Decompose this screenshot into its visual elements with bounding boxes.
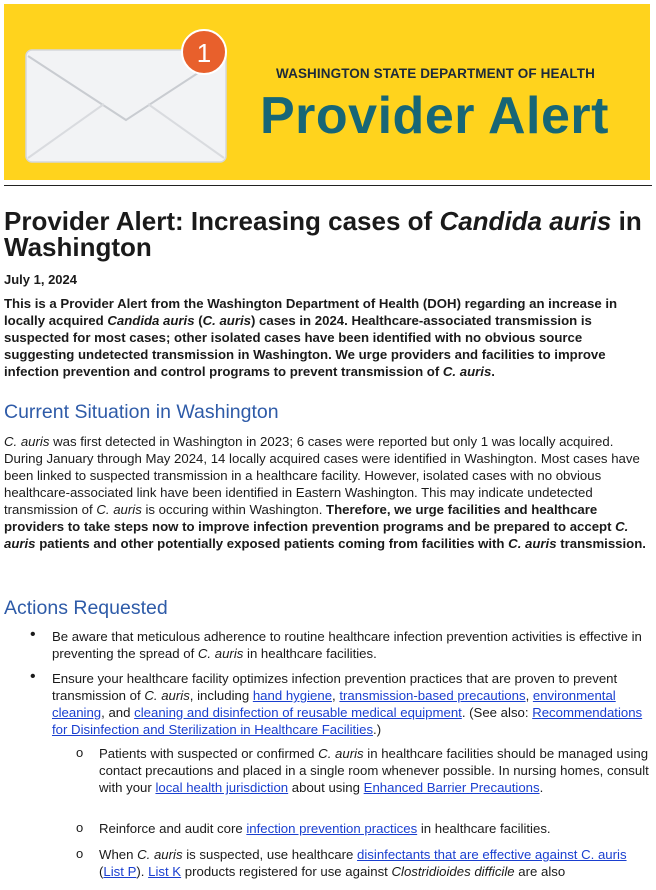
- sub-bullet-icon: o: [76, 820, 84, 835]
- current-situation-paragraph: C. auris was first detected in Washington in 2023; 6 cases were reported but only 1 was locally acquired. During January through May 2024, 14 locally acquired cases were identified in Washington. Most cases have been linked to suspected transmission in a healthcare facility. However, isolated cases with no obvious healthcare-associated link have been identified in Eastern Washington. This may indicate undetected transmission of C. auris is occuring within Washington. Therefore, we urge facilities and healthcare providers to take steps now to improve infection prevention programs and be prepared to accept C. auris patients and other potentially exposed patients coming from facilities with C. auris transmission.: [4, 434, 646, 551]
- bullet-icon: •: [30, 626, 36, 643]
- page-title: Provider Alert: Increasing cases of Candida auris in Washington: [4, 206, 642, 262]
- link-transmission-based-precautions[interactable]: transmission-based precautions: [339, 688, 526, 703]
- link-cleaning-reusable-equipment[interactable]: cleaning and disinfection of reusable medical equipment: [134, 705, 462, 720]
- publish-date: July 1, 2024: [4, 272, 77, 287]
- link-disinfection-sterilization-recommendations[interactable]: Recommendations for Disinfection and Sterilization in Healthcare Facilities: [52, 705, 643, 737]
- link-local-health-jurisdiction[interactable]: local health jurisdiction: [155, 780, 289, 795]
- action-item-2: Ensure your healthcare facility optimizes infection prevention practices that are proven to prevent transmission of C. auris, including hand hygiene, transmission-based precautions, environmental cleaning, and cleaning and disinfection of reusable medical equipment. (See also: Recommendations for Disinfection and Sterilization in Healthcare Facilities.): [52, 671, 643, 737]
- action-item-1: Be aware that meticulous adherence to routine healthcare infection prevention activities is effective in preventing the spread of C. auris in healthcare facilities.: [52, 629, 642, 661]
- link-effective-disinfectants[interactable]: disinfectants that are effective against C. auris: [357, 847, 627, 862]
- header-divider: [4, 185, 652, 186]
- action-subitem-contact-precautions: Patients with suspected or confirmed C. auris in healthcare facilities should be managed using contact precautions and placed in a single room whenever possible. In nursing homes, consult with your local health jurisdiction about using Enhanced Barrier Precautions.: [99, 746, 649, 795]
- link-infection-prevention-practices[interactable]: infection prevention practices: [246, 821, 418, 836]
- lead-summary: This is a Provider Alert from the Washington Department of Health (DOH) regarding an increase in locally acquired Candida auris (C. auris) cases in 2024. Healthcare-associated transmission is suspected for most cases; other isolated cases have been identified with no obvious source suggesting undetected transmission in Washington. We urge providers and facilities to improve infection prevention and control programs to prevent transmission of C. auris.: [4, 296, 618, 379]
- link-hand-hygiene[interactable]: hand hygiene: [252, 688, 333, 703]
- section-heading-current-situation: Current Situation in Washington: [4, 401, 279, 423]
- notification-badge-count: 1: [196, 38, 212, 68]
- link-list-k[interactable]: List K: [148, 864, 182, 879]
- sub-bullet-icon: o: [76, 846, 84, 861]
- link-list-p[interactable]: List P: [103, 864, 137, 879]
- provider-alert-banner: [4, 4, 650, 180]
- link-enhanced-barrier-precautions[interactable]: Enhanced Barrier Precautions: [363, 780, 540, 795]
- action-subitem-core-practices: Reinforce and audit core infection prevention practices in healthcare facilities.: [99, 821, 551, 836]
- bullet-icon: •: [30, 668, 36, 685]
- agency-name: WASHINGTON STATE DEPARTMENT OF HEALTH: [276, 66, 595, 81]
- sub-bullet-icon: o: [76, 745, 84, 760]
- envelope-notification-icon: [22, 28, 242, 168]
- link-environmental-cleaning[interactable]: environmental cleaning: [52, 688, 616, 720]
- section-heading-actions-requested: Actions Requested: [4, 597, 168, 619]
- brand-title: Provider Alert: [260, 87, 609, 145]
- action-subitem-disinfectants: When C. auris is suspected, use healthcare disinfectants that are effective against C. auris (List P). List K products registered for use against Clostridioides difficile are also: [99, 847, 627, 879]
